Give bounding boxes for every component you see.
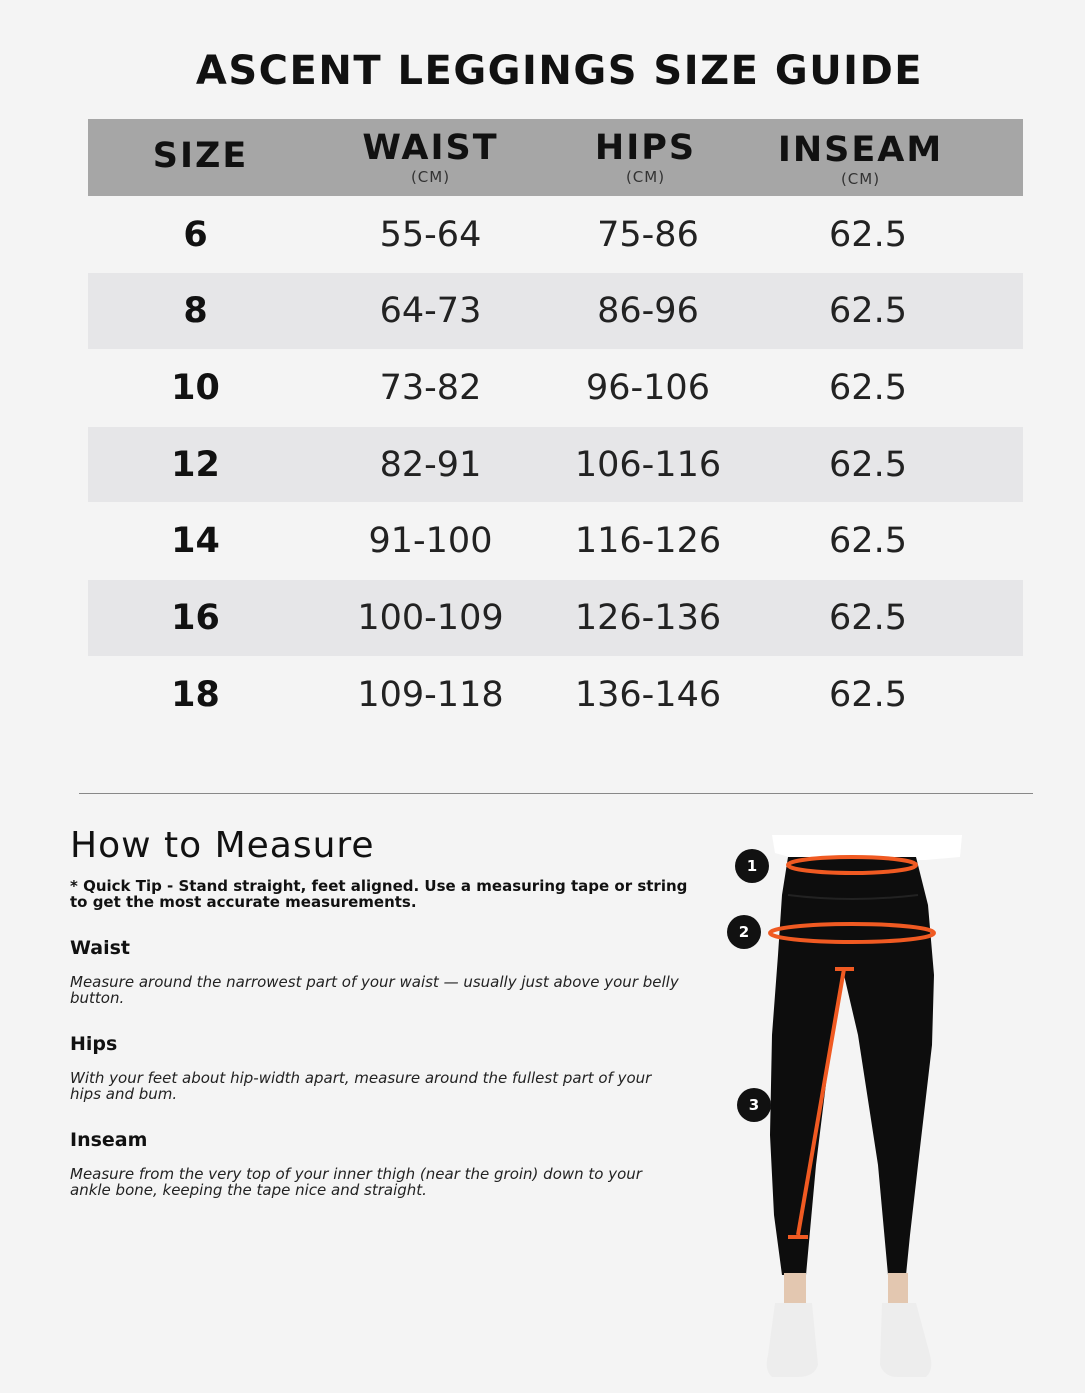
header-waist-label: WAIST <box>362 128 499 168</box>
table-row <box>88 656 1023 734</box>
left-shoe <box>767 1303 818 1377</box>
marker-2-badge: 2 <box>727 915 761 949</box>
header-hips <box>558 128 733 186</box>
inseam-cell: 62.5 <box>829 444 907 485</box>
table-row <box>88 273 1023 349</box>
inseam-cell: 62.5 <box>829 598 907 638</box>
how-to-measure-title: How to Measure <box>70 825 375 866</box>
waist-cell: 55-64 <box>379 214 482 255</box>
header-inseam <box>768 130 953 188</box>
table-row <box>88 427 1023 502</box>
inseam-cell: 62.5 <box>829 368 907 408</box>
size-cell: 12 <box>171 444 220 485</box>
table-row <box>88 502 1023 580</box>
right-shoe <box>880 1303 931 1377</box>
header-size-label: SIZE <box>152 136 249 176</box>
waist-heading: Waist <box>70 937 131 959</box>
hips-cell: 96-106 <box>586 368 710 408</box>
inseam-cell: 62.5 <box>829 521 907 561</box>
waist-cell: 82-91 <box>379 444 482 485</box>
header-size <box>128 136 273 176</box>
header-inseam-unit: (CM) <box>840 170 881 188</box>
size-cell: 18 <box>171 675 220 715</box>
table-row <box>88 580 1023 656</box>
marker-3-badge: 3 <box>737 1088 771 1122</box>
hips-cell: 126-136 <box>574 598 722 638</box>
hips-heading: Hips <box>70 1033 118 1055</box>
hips-cell: 106-116 <box>574 444 722 485</box>
inseam-heading: Inseam <box>70 1129 148 1151</box>
right-ankle <box>888 1273 908 1303</box>
header-hips-label: HIPS <box>594 128 697 168</box>
waist-cell: 64-73 <box>379 291 482 331</box>
header-hips-unit: (CM) <box>625 168 666 186</box>
hips-cell: 75-86 <box>597 214 699 255</box>
inseam-instructions: Measure from the very top of your inner thigh (near the groin) down to your ankle bone, keeping the tape nice and straight. <box>70 1165 642 1199</box>
hips-instructions: With your feet about hip-width apart, measure around the fullest part of your hips and bum. <box>70 1069 652 1103</box>
model-figure <box>720 835 970 1389</box>
marker-1-badge: 1 <box>735 849 769 883</box>
header-waist <box>338 128 523 186</box>
waist-cell: 73-82 <box>379 368 482 408</box>
waist-instructions: Measure around the narrowest part of your waist — usually just above your belly button. <box>70 973 679 1007</box>
size-cell: 8 <box>183 291 208 331</box>
size-table <box>88 119 1023 734</box>
table-row <box>88 349 1023 427</box>
waist-cell: 91-100 <box>368 521 493 561</box>
quick-tip: * Quick Tip - Stand straight, feet aligned. Use a measuring tape or string to get the most accurate measurements. <box>70 877 688 911</box>
header-waist-unit: (CM) <box>410 168 451 186</box>
table-header <box>88 119 1023 196</box>
inseam-cell: 62.5 <box>829 675 907 715</box>
hips-cell: 136-146 <box>574 675 722 715</box>
leggings-shape <box>770 857 934 1275</box>
hips-cell: 86-96 <box>597 291 699 331</box>
page-title: ASCENT LEGGINGS SIZE GUIDE <box>195 48 924 94</box>
left-ankle <box>784 1273 806 1303</box>
inseam-cell: 62.5 <box>829 214 907 255</box>
size-cell: 10 <box>171 368 220 408</box>
size-cell: 14 <box>171 521 220 561</box>
inseam-cell: 62.5 <box>829 291 907 331</box>
waist-cell: 100-109 <box>357 598 504 638</box>
hips-cell: 116-126 <box>574 521 722 561</box>
size-cell: 16 <box>171 598 220 638</box>
size-cell: 6 <box>183 214 208 255</box>
waist-cell: 109-118 <box>357 675 504 715</box>
section-divider <box>79 793 1033 794</box>
header-inseam-label: INSEAM <box>777 130 944 170</box>
table-row <box>88 196 1023 273</box>
